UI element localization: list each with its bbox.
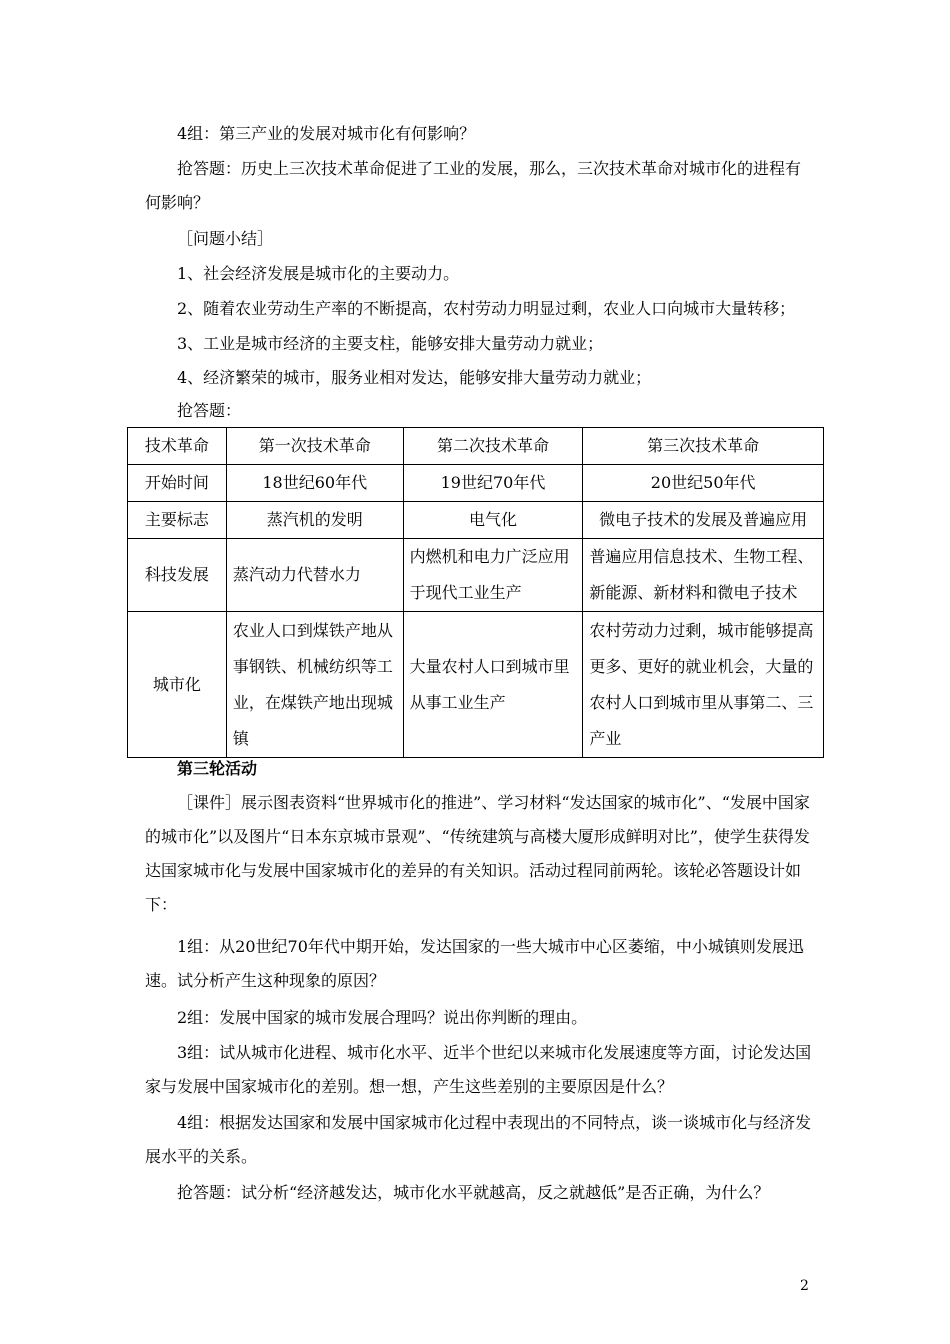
rush-label: 抢答题： (177, 401, 242, 420)
group3-question: 3组：试从城市化进程、城市化水平、近半个世纪以来城市化发展速度等方面，讨论发达国家与发展中国家城市化的差别。想一想，产生这些差别的主要原因是什么？ (145, 1043, 812, 1096)
table-cell: 普遍应用信息技术、生物工程、新能源、新材料和微电子技术 (583, 539, 824, 612)
round3-title: 第三轮活动 (177, 759, 258, 778)
table-header-cell: 第三次技术革命 (583, 428, 824, 465)
table-cell: 主要标志 (128, 502, 227, 539)
table-cell: 科技发展 (128, 539, 227, 612)
summary-title: ［问题小结］ (177, 229, 274, 248)
table-cell: 蒸汽动力代替水力 (226, 539, 403, 612)
summary-item-4: 4、经济繁荣的城市，服务业相对发达，能够安排大量劳动力就业； (177, 368, 652, 387)
table-cell: 19世纪70年代 (403, 465, 583, 502)
table-header-cell: 技术革命 (128, 428, 227, 465)
tech-revolution-table (127, 427, 824, 758)
table-cell: 电气化 (403, 502, 583, 539)
table-cell: 微电子技术的发展及普遍应用 (583, 502, 824, 539)
summary-item-3: 3、工业是城市经济的主要支柱，能够安排大量劳动力就业； (177, 334, 604, 353)
table-cell: 城市化 (128, 612, 227, 758)
table-row (128, 465, 824, 502)
group2-question: 2组：发展中国家的城市发展合理吗？说出你判断的理由。 (177, 1008, 588, 1027)
summary-item-1: 1、社会经济发展是城市化的主要动力。 (177, 264, 460, 283)
table-cell: 18世纪60年代 (226, 465, 403, 502)
table-row (128, 502, 824, 539)
table-header-cell: 第一次技术革命 (226, 428, 403, 465)
page-number: 2 (800, 1278, 809, 1294)
table-row (128, 612, 824, 758)
group4-question-round3: 4组：根据发达国家和发展中国家城市化过程中表现出的不同特点，谈一谈城市化与经济发展水平的关系。 (145, 1113, 812, 1166)
table-cell: 开始时间 (128, 465, 227, 502)
group1-question: 1组：从20世纪70年代中期开始，发达国家的一些大城市中心区萎缩，中小城镇则发展迅速。试分析产生这种现象的原因？ (145, 937, 804, 990)
table-cell: 农业人口到煤铁产地从事钢铁、机械纺织等工业，在煤铁产地出现城镇 (226, 612, 403, 758)
rush-question-1: 抢答题：历史上三次技术革命促进了工业的发展，那么，三次技术革命对城市化的进程有何影响？ (145, 159, 802, 212)
summary-item-2: 2、随着农业劳动生产率的不断提高，农村劳动力明显过剩，农业人口向城市大量转移； (177, 299, 796, 318)
table-row (128, 539, 824, 612)
table-cell: 大量农村人口到城市里从事工业生产 (403, 612, 583, 758)
table-header-row (128, 428, 824, 465)
table-cell: 内燃机和电力广泛应用于现代工业生产 (403, 539, 583, 612)
courseware-paragraph: ［课件］展示图表资料“世界城市化的推进”、学习材料“发达国家的城市化”、“发展中国家的城市化”以及图片“日本东京城市景观”、“传统建筑与高楼大厦形成鲜明对比”，使学生获得发达国家城市化与发展中国家城市化的差异的有关知识。活动过程同前两轮。该轮必答题设计如下： (145, 793, 810, 914)
table-cell: 农村劳动力过剩，城市能够提高更多、更好的就业机会，大量的农村人口到城市里从事第二、三产业 (583, 612, 824, 758)
table-cell: 蒸汽机的发明 (226, 502, 403, 539)
table-cell: 20世纪50年代 (583, 465, 824, 502)
group4-question: 4组：第三产业的发展对城市化有何影响？ (177, 124, 476, 143)
rush-question-2: 抢答题：试分析“经济越发达，城市化水平就越高，反之就越低”是否正确，为什么？ (177, 1183, 770, 1202)
table-header-cell: 第二次技术革命 (403, 428, 583, 465)
